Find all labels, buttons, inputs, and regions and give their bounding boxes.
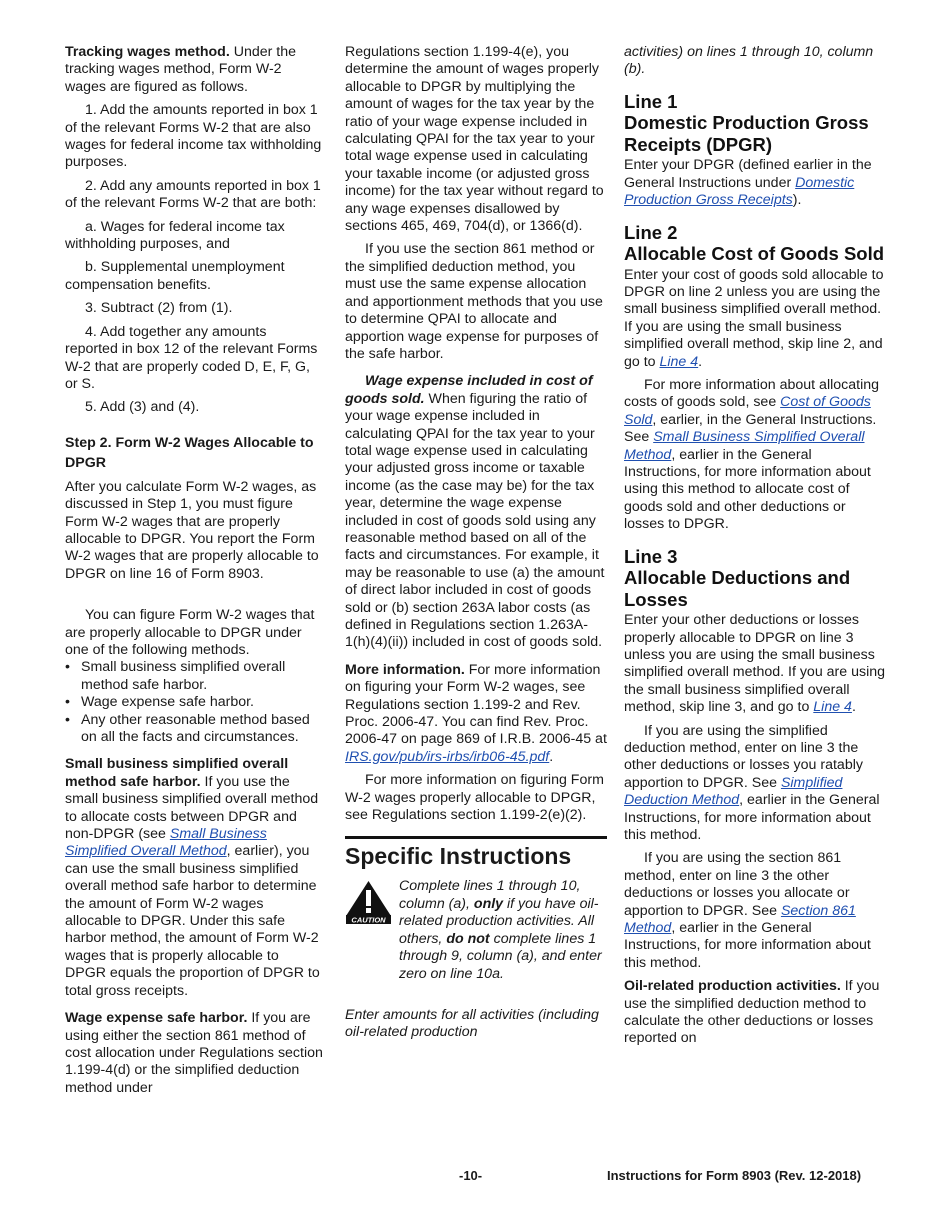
simplified-deduction-paragraph: If you are using the simplified deduction method, enter on line 3 the other deductions or losses you ratably apportion to DPGR. See Simplified Deduction Method, earlier in the General Instructions, for more information about this method. (624, 722, 880, 843)
caution-icon (345, 880, 392, 924)
list-item: 2. Add any amounts reported in box 1 of the relevant Forms W-2 that are both: (65, 177, 321, 212)
small-business-paragraph: Small business simplified overall method safe harbor. If you use the small business simplified overall method to allocate costs between DPGR and non-DPGR (see Small Business Simplified Overall Method, earlier), you can use the small business simplified overall method safe harbor to determine the amount of Form W-2 wages allocable to DPGR. Under this safe harbor method, the amount of Form W-2 wages that is properly allocable to DPGR equals the proportion of DPGR to total gross receipts. (65, 756, 320, 999)
regulations-paragraph: Regulations section 1.199-4(e), you determine the amount of wages properly allocable to DPGR by multiplying the amount of wages for the tax year by the ratio of your wage expense included in calculating QPAI for the tax year to your total wage expense used in calculating your taxable income (or adjusted gross income) for the tax year without regard to any wage expenses disallowed by sections 465, 469, 704(d), or 1366(d). (345, 44, 604, 235)
column-1 (65, 44, 323, 1103)
cogs-title: Wage expense included in cost of goods sold. (345, 373, 593, 407)
list-item: • Small business simplified overall method safe harbor. (65, 659, 286, 693)
list-item: • Wage expense safe harbor. (65, 694, 254, 711)
line2-paragraph: Enter your cost of goods sold allocable to DPGR on line 2 unless you are using the small business simplified overall method. If you are using the small business simplified overall method, skip line 2, and go to Line 4. (624, 266, 884, 370)
irb-link[interactable]: IRS.gov/pub/irs-irbs/irb06-45.pdf (345, 748, 550, 765)
section-861-method-paragraph: If you are using the section 861 method, enter on line 3 the other deductions or losses you allocate or apportion to DPGR. See Section 861 Method, earlier in the General Instructions, for more information about this method. (624, 850, 871, 971)
list-item: 4. Add together any amounts reported in box 12 of the relevant Forms W-2 that are properly coded D, E, F, G, or S. (65, 323, 318, 392)
cost-of-goods-sold-link[interactable]: Cost of Goods Sold (624, 394, 871, 428)
line4-link[interactable]: Line 4 (659, 353, 699, 370)
small-business-title: Small business simplified overall method safe harbor. (65, 756, 289, 790)
line1-paragraph: Enter your DPGR (defined earlier in the General Instructions under Domestic Production Gross Receipts). (624, 157, 872, 209)
section-861-link[interactable]: Section 861 Method (624, 902, 856, 937)
list-item: 3. Subtract (2) from (1). (85, 300, 233, 317)
small-business-link[interactable]: Small Business Simplified Overall Method (65, 826, 267, 860)
line4-link[interactable]: Line 4 (813, 699, 852, 716)
oil-related-title: Oil-related production activities. (624, 978, 841, 995)
list-item: b. Supplemental unemployment compensation benefits. (65, 259, 285, 293)
only-emphasis: only (473, 895, 504, 912)
list-item: 5. Add (3) and (4). (85, 399, 200, 416)
cogs-info-paragraph: For more information about allocating costs of goods sold, see Cost of Goods Sold, earlier, in the General Instructions. See Small Business Simplified Overall Method, earlier in the General Instructions, for more information about using this method to allocate cost of goods sold and other deductions or losses to DPGR. (624, 376, 880, 533)
line3-heading: Line 3 Allocable Deductions and Losses (624, 545, 851, 610)
list-item: 1. Add the amounts reported in box 1 of the relevant Forms W-2 that are also wages for federal income tax withholding purposes. (65, 102, 322, 171)
specific-instructions-heading: Specific Instructions (345, 843, 572, 870)
section-861-paragraph: If you use the section 861 method or the simplified deduction method, you must use the same expense allocation and apportionment methods that you use to determine QPAI to allocate and apportion wage expense for purposes of the safe harbor. (345, 241, 603, 362)
enter-amounts-paragraph: Enter amounts for all activities (including oil-related production (345, 1006, 599, 1041)
small-business-method-link[interactable]: Small Business Simplified Overall Method (624, 429, 865, 463)
oil-related-paragraph: Oil-related production activities. If you use the simplified deduction method to calculate the other deductions or losses reported on (624, 978, 880, 1047)
step2-paragraph: After you calculate Form W-2 wages, as discussed in Step 1, you must figure Form W-2 wages that are properly allocable to DPGR. You report the Form W-2 wages that are properly allocable to DPGR on line 16 of Form 8903. (65, 478, 319, 582)
line1-heading: Line 1 Domestic Production Gross Receipts (DPGR) (624, 90, 869, 155)
bullet-icon: • (65, 694, 70, 711)
more-info-title: More information. (345, 661, 465, 678)
wage-expense-paragraph: Wage expense safe harbor. If you are using either the section 861 method of cost allocation under Regulations section 1.199-4(d) or the simplified deduction method under (65, 1010, 323, 1096)
simplified-deduction-link[interactable]: Simplified Deduction Method (624, 774, 843, 809)
caution-label: CAUTION (351, 915, 386, 925)
wage-expense-title: Wage expense safe harbor. (65, 1010, 248, 1027)
tracking-wages-title: Tracking wages method. (65, 44, 230, 60)
list-item: • Any other reasonable method based on all the facts and circumstances. (65, 711, 310, 745)
methods-list (65, 659, 323, 746)
figure-methods-paragraph: You can figure Form W-2 wages that are properly allocable to DPGR under one of the following methods. (65, 607, 315, 658)
caution-note: CAUTION Complete lines 1 through 10, column (a), only if you have oil-related production activities. All others, do not complete lines 1 through 9, column (a), and enter zero on line 10a. (345, 878, 607, 982)
form-reference: Instructions for Form 8903 (Rev. 12-2018) (607, 1168, 862, 1183)
tracking-wages-paragraph: Tracking wages method. Under the tracking wages method, Form W-2 wages are figured as follows. (65, 44, 297, 95)
column-3 (624, 44, 886, 1054)
w2-allocable-paragraph: For more information on figuring Form W-2 wages properly allocable to DPGR, see Regulations section 1.199-2(e)(2). (345, 772, 604, 824)
page-number: -10- (459, 1168, 483, 1183)
column-2 (345, 44, 607, 1048)
list-item: a. Wages for federal income tax withholding purposes, and (65, 218, 285, 253)
line3-paragraph: Enter your other deductions or losses properly allocable to DPGR on line 3 unless you are using the small business simplified overall method. If you are using the small business simplified overall method, skip line 3, and go to Line 4. (624, 612, 886, 716)
step2-heading: Step 2. Form W-2 Wages Allocable to DPGR (65, 434, 314, 471)
dpgr-link[interactable]: Domestic Production Gross Receipts (624, 174, 855, 209)
do-not-emphasis: do not (446, 930, 490, 947)
line2-heading: Line 2 Allocable Cost of Goods Sold (624, 221, 885, 265)
cogs-paragraph: Wage expense included in cost of goods sold. When figuring the ratio of your wage expense included in calculating QPAI for the tax year to your total wage expense used in calculating your adjusted gross income or taxable income (as the case may be) for the tax year, determine the wage expense included in cost of goods sold using any reasonable method based on all of the facts and circumstances. For example, it may be reasonable to use (a) the amount of direct labor included in cost of goods sold or (b) section 263A labor costs (as defined in Regulations section 1.263A-1(h)(4)(ii)) included in cost of goods sold. (345, 373, 605, 651)
bullet-icon: • (65, 711, 70, 728)
continued-paragraph: activities) on lines 1 through 10, column (b). (624, 44, 874, 78)
bullet-icon: • (65, 659, 70, 676)
more-info-paragraph: More information. For more information on figuring your Form W-2 wages, see Regulations section 1.199-2 and Rev. Proc. 2006-47. You can find Rev. Proc. 2006-47 on page 869 of I.R.B. 2006-45 at IRS.gov/pub/irs-irbs/irb06-45.pdf. (345, 661, 607, 765)
section-divider (345, 836, 607, 870)
